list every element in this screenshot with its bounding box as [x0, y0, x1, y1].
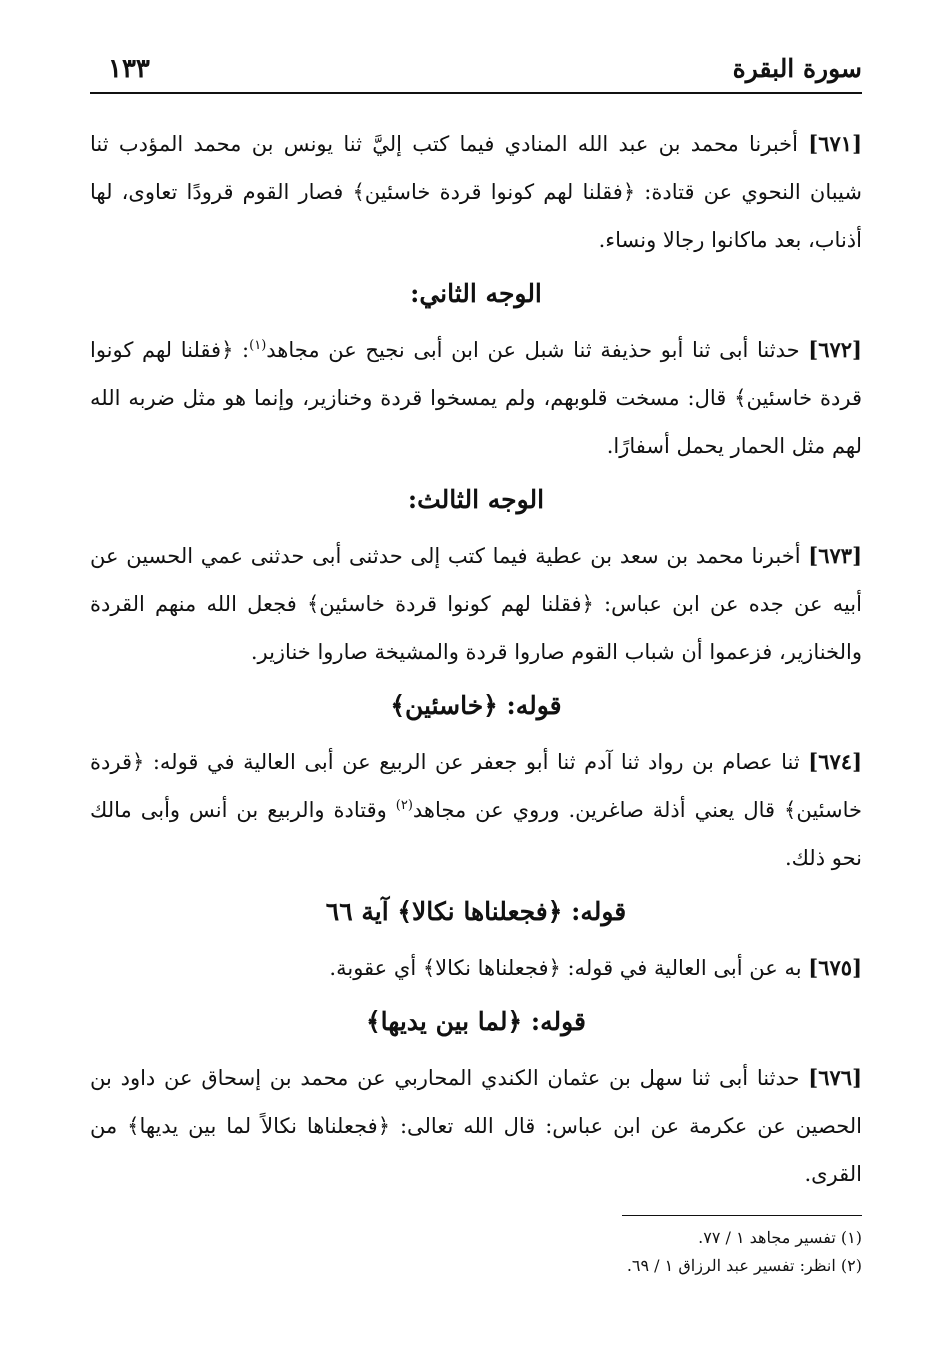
narration-text-cont: وقتادة والربيع بن أنس وأبى مالك نحو ذلك.: [90, 798, 862, 870]
footnote-ref-1: (١): [249, 338, 267, 353]
narration-number: [٦٧٢]: [808, 337, 862, 362]
footnote-divider: [622, 1215, 862, 1216]
section-heading-nakal: قوله: ﴿فجعلناها نكالا﴾ آية ٦٦: [325, 897, 627, 926]
narration-675: [90, 944, 862, 992]
book-page: [90, 40, 862, 1340]
surah-title: سورة البقرة: [732, 54, 862, 83]
footnote-2: (٢) انظر: تفسير عبد الرزاق ١ / ٦٩.: [626, 1256, 862, 1275]
footnote-1: (١) تفسير مجاهد ١ / ٧٧.: [698, 1228, 862, 1247]
footnote-ref-2: (٢): [395, 798, 413, 813]
narration-text: ثنا عصام بن رواد ثنا آدم ثنا أبو جعفر عن الربيع عن أبى العالية في قوله: ﴿قردة خاسئين﴾ قال يعني أذلة صاغرين. وروي عن مجاهد: [90, 750, 862, 822]
narration-text: حدثنا أبى ثنا سهل بن عثمان الكندي المحاربي عن محمد بن إسحاق عن داود بن الحصين عن عكرمة عن ابن عباس: قال الله تعالى: ﴿فجعلناها نكالاً لما بين يديها﴾ من القرى.: [90, 1066, 862, 1186]
narration-text: أخبرنا محمد بن سعد بن عطية فيما كتب إلى حدثنى أبى حدثنى عمي الحسين عن أبيه عن جده عن ابن عباس: ﴿فقلنا لهم كونوا قردة خاسئين﴾ فجعل الله منهم القردة والخنازير، فزعموا أن شباب القوم صاروا قردة والمشيخة صاروا خنازير.: [90, 544, 862, 664]
narration-text: حدثنا أبى ثنا أبو حذيفة ثنا شبل عن ابن أبى نجيح عن مجاهد: [266, 338, 800, 362]
header-divider: [90, 92, 862, 94]
section-heading-third-aspect: الوجه الثالث:: [407, 485, 545, 514]
narration-number: [٦٧٦]: [808, 1065, 862, 1090]
narration-672: [90, 326, 862, 470]
narration-671: [90, 120, 862, 264]
narration-number: [٦٧١]: [808, 131, 862, 156]
narration-673: [90, 532, 862, 676]
section-heading-bayna-yadayha: قوله: ﴿لما بين يديها﴾: [366, 1007, 586, 1036]
narration-676: [90, 1054, 862, 1198]
main-text: [90, 120, 862, 1198]
narration-674: [90, 738, 862, 882]
narration-text: به عن أبى العالية في قوله: ﴿فجعلناها نكالا﴾ أي عقوبة.: [329, 956, 802, 980]
footnotes: [90, 1215, 862, 1280]
narration-text: أخبرنا محمد بن عبد الله المنادي فيما كتب إليَّ ثنا يونس بن محمد المؤدب ثنا شيبان النحوي عن قتادة: ﴿فقلنا لهم كونوا قردة خاسئين﴾ فصار القوم قرودًا تعاوى، لها أذناب، بعد ماكانوا رجالا ونساء.: [90, 132, 862, 252]
narration-text-cont: : ﴿فقلنا لهم كونوا قردة خاسئين﴾ قال: مسخت قلوبهم، ولم يمسخوا قردة وخنازير، وإنما هو مثل ضربه الله لهم مثل الحمار يحمل أسفارًا.: [90, 338, 862, 458]
narration-number: [٦٧٣]: [808, 543, 862, 568]
page-header: [90, 54, 862, 94]
narration-number: [٦٧٥]: [808, 955, 862, 980]
section-heading-khasiin: قوله: ﴿خاسئين﴾: [390, 691, 562, 720]
section-heading-second-aspect: الوجه الثاني:: [410, 279, 542, 308]
page-number: ١٣٣: [108, 54, 150, 84]
narration-number: [٦٧٤]: [808, 749, 862, 774]
